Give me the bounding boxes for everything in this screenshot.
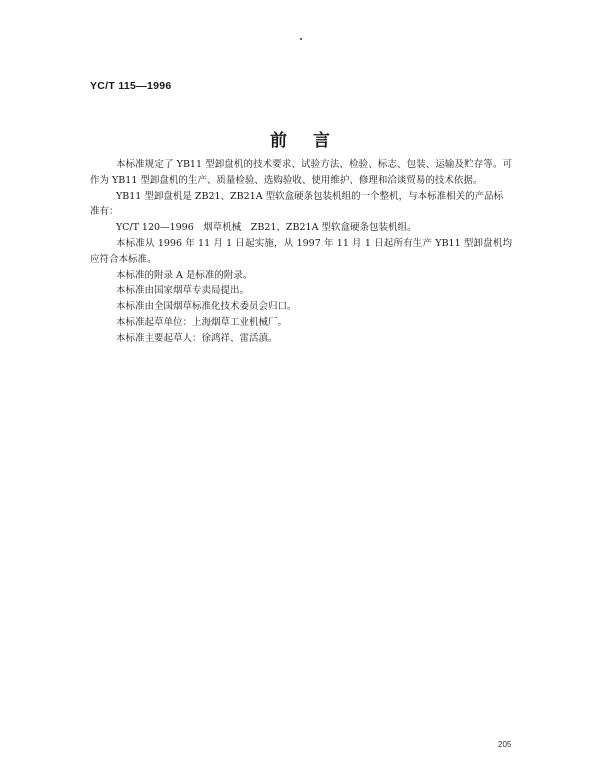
paragraph-standard-reference: YC/T 120—1996 烟草机械 ZB21、ZB21A 型软盒硬条包装机组。 <box>116 222 417 234</box>
scan-speck <box>300 38 302 40</box>
paragraph-related-standards: YB11 型卸盘机是 ZB21、ZB21A 型软盒硬条包装机组的一个整机，与本标准相关的产品标准有： <box>90 190 504 218</box>
foreword-body <box>90 157 512 347</box>
paragraph-appendix: 本标准的附录 A 是标准的附录。 <box>116 269 253 281</box>
paragraph-administrator: 本标准由全国烟草标准化技术委员会归口。 <box>116 301 297 313</box>
paragraph-effective-date: 本标准从 1996 年 11 月 1 日起实施，从 1997 年 11 月 1 日起所有生产 YB11 型卸盘机均应符合本标准。 <box>90 237 512 265</box>
paragraph-drafting-unit: 本标准起草单位：上海烟草工业机械厂。 <box>116 316 288 328</box>
paragraph-proposer: 本标准由国家烟草专卖局提出。 <box>116 285 250 297</box>
page-title: 前言 <box>270 131 356 151</box>
standard-code: YC/T 115—1996 <box>90 80 172 92</box>
page-number: 205 <box>498 740 512 749</box>
paragraph-scope: 本标准规定了 YB11 型卸盘机的技术要求、试验方法、检验、标志、包装、运输及贮存等。可作为 YB11 型卸盘机的生产、质量检验、选购验收、使用维护、修理和洽谈贸易的技术依据。 <box>90 159 512 186</box>
paragraph-drafters: 本标准主要起草人：徐鸿祥、雷活滇。 <box>116 332 278 344</box>
